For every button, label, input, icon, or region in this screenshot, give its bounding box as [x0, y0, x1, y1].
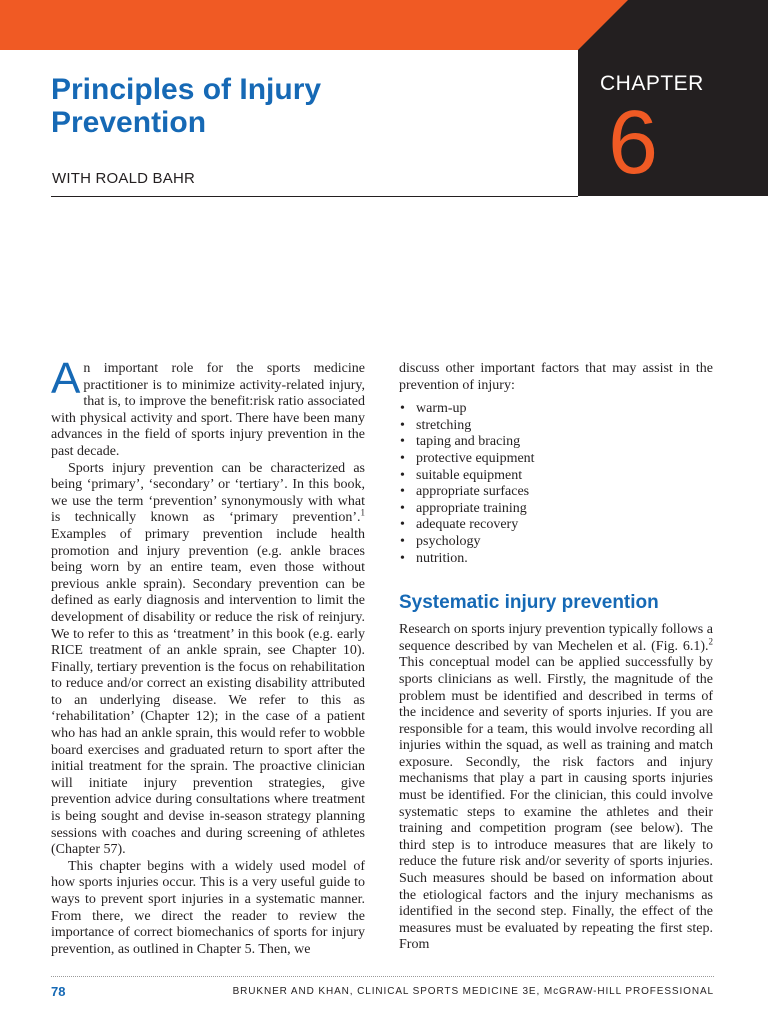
list-item: • nutrition.	[400, 550, 468, 566]
author-line: WITH ROALD BAHR	[52, 170, 196, 187]
paragraph-text: Research on sports injury prevention typically follows a sequence described by van Mechelen et al. (Fig. 6.1).	[399, 622, 713, 654]
citation-1: 1	[360, 507, 365, 518]
chapter-number: 6	[608, 93, 659, 193]
list-item: • warm-up	[400, 401, 467, 417]
paragraph-text: Sports injury prevention can be characterized as being ‘primary’, ‘secondary’ or ‘tertiary’. In this book, we use the term ‘prevention’ synonymously with what is technically known as ‘primary prevention’.	[51, 460, 365, 526]
chapter-badge	[578, 0, 768, 196]
list-item: • stretching	[400, 417, 472, 433]
paragraph-chapter-overview: This chapter begins with a widely used model of how sports injuries occur. This is a very useful guide to ways to prevent sport injuries in a systematic manner. From there, we direct the reader to review the importance of correct biomechanics of sports for injury prevention, as outlined in Chapter 5. Then, we	[51, 858, 365, 957]
citation-2: 2	[708, 636, 713, 647]
list-item: • adequate recovery	[400, 517, 519, 533]
page-title	[51, 73, 561, 139]
paragraph-intro	[51, 354, 365, 461]
section-heading: Systematic injury prevention	[399, 592, 659, 614]
list-item: • protective equipment	[400, 450, 535, 466]
list-item: • appropriate training	[400, 500, 527, 516]
factors-intro: discuss other important factors that may assist in the prevention of injury:	[399, 361, 713, 393]
chapter-label: CHAPTER	[600, 72, 704, 95]
right-column	[399, 361, 713, 954]
list-item: • psychology	[400, 533, 481, 549]
paragraph-text: Examples of primary prevention include health promotion and injury prevention (e.g. ankle braces being worn by an entire team, even those without previous ankle sprain). Secondary prevention can be defined as early diagnosis and intervention to limit the development of disability or reduce the risk of reinjury. We to refer to this as ‘treatment’ in this book (e.g. early RICE treatment of an ankle sprain, see Chapter 10). Finally, tertiary prevention is the focus on rehabilitation to reduce and/or correct an existing disability attributed to an underlying disease. We refer to this as ‘rehabilitation’ (Chapter 12); in the case of a patient who has had an ankle sprain, this would refer to wobble board exercises and graduated return to sport after the initial treatment for the sprain. The proactive clinician will initiate injury prevention strategies, give prevention advice during consultations where treatment is being sought and devise in-season strategy planning sessions with coaches and during screening of athletes (Chapter 57).	[51, 526, 365, 858]
left-column	[51, 354, 365, 958]
paragraph-text: This conceptual model can be applied successfully by sports clinicians as well. Firstly, the magnitude of the problem must be identified and described in terms of the incidence and severity of sports injuries. If you are responsible for a team, this would involve recording all injuries within the squad, as well as training and match exposure. Secondly, the risk factors and injury mechanisms that play a part in causing sports injuries must be identified. For the clinician, this could involve systematic steps to examine the athletes and their training and competition program (see below). The third step is to introduce measures that are likely to reduce the future risk and/or severity of sports injuries. Such measures should be based on information about the etiological factors and the injury mechanisms as identified in the second step. Finally, the effect of the measures must be evaluated by repeating the first step. From	[399, 655, 713, 953]
paragraph-prevention-types	[51, 461, 365, 859]
title-line-1: Principles of Injury	[51, 73, 322, 106]
drop-cap: A	[51, 354, 81, 403]
list-item: • suitable equipment	[400, 467, 523, 483]
title-divider	[51, 196, 578, 197]
list-item: • appropriate surfaces	[400, 484, 530, 500]
paragraph-systematic	[399, 622, 713, 954]
paragraph-intro-text: n important role for the sports medicine practitioner is to minimize activity-related injury, that is, to improve the benefit:risk ratio associated with physical activity and sport. There have been many advances in the field of sports injury prevention in the past decade.	[51, 361, 365, 459]
footer-divider	[51, 976, 714, 977]
running-footer: BRUKNER AND KHAN, CLINICAL SPORTS MEDICINE 3E, McGRAW-HILL PROFESSIONAL	[232, 986, 714, 997]
page-number: 78	[51, 984, 66, 999]
list-item: • taping and bracing	[400, 434, 521, 450]
prevention-factors-list	[399, 401, 713, 567]
title-line-2: Prevention	[51, 106, 207, 139]
